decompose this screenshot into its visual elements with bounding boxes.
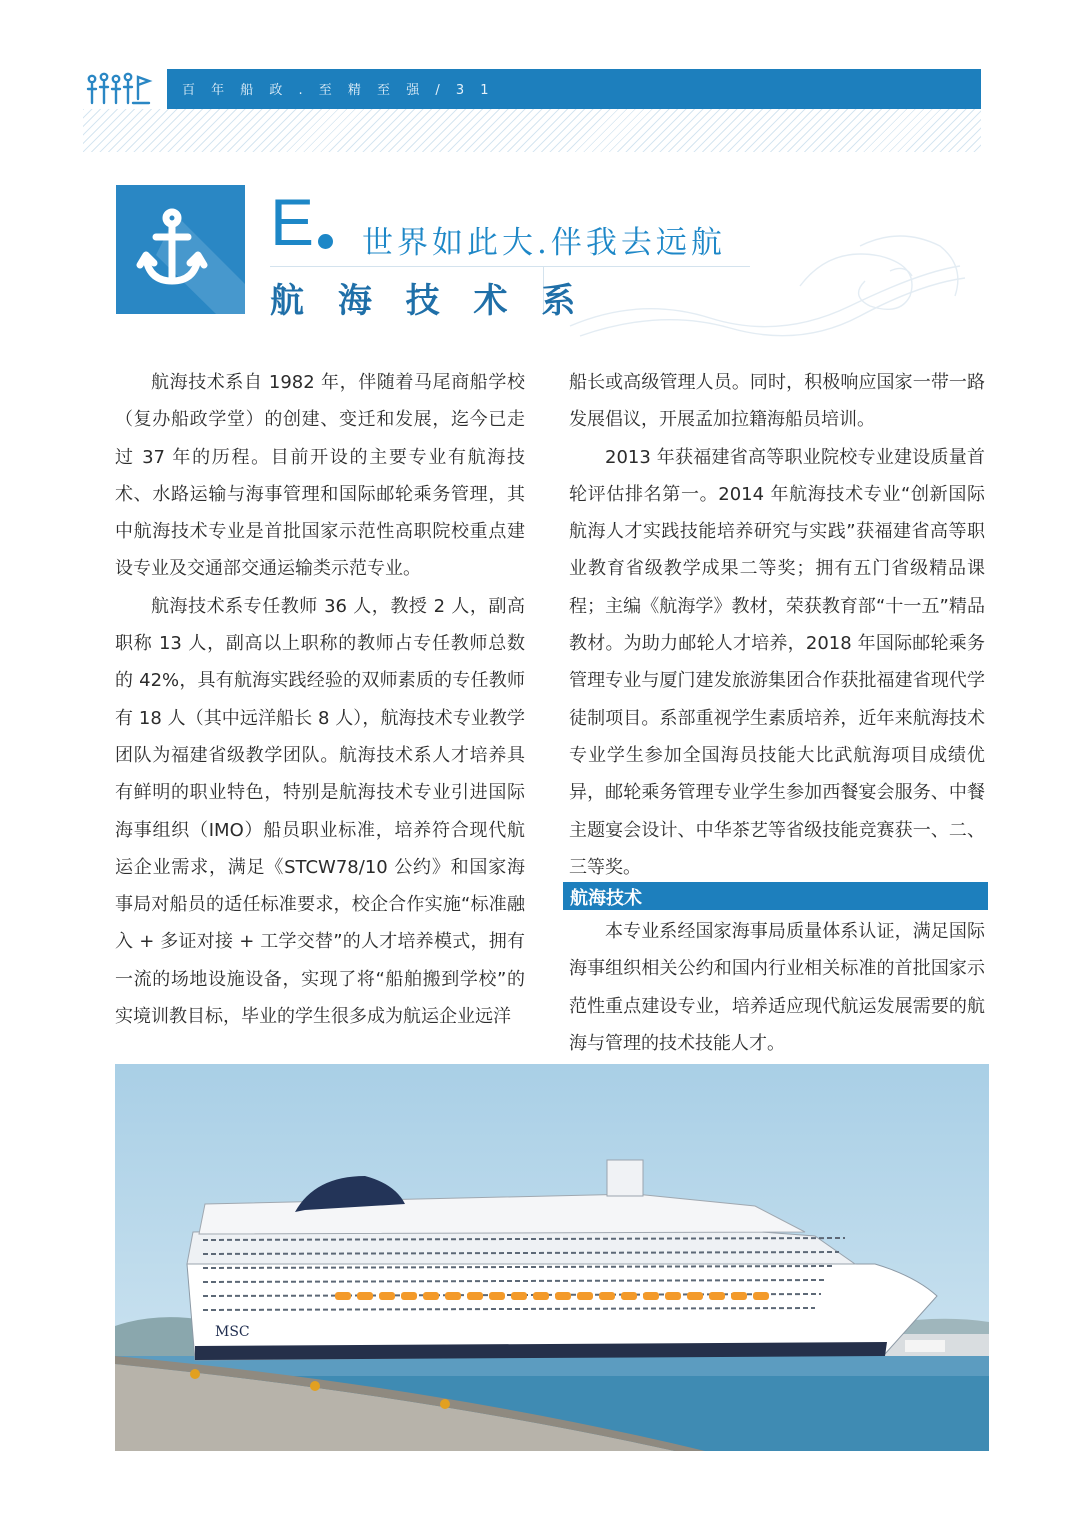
lifeboat [467, 1292, 483, 1300]
bollard [310, 1381, 320, 1391]
cruise-ship-photo [115, 1064, 989, 1451]
section-letter-dot [318, 234, 333, 249]
lifeboat [687, 1292, 703, 1300]
lifeboat [665, 1292, 681, 1300]
section-letter: E [270, 185, 315, 259]
subheading-nautical-technology: 航海技术 [570, 888, 642, 909]
lifeboat [753, 1292, 769, 1300]
lifeboat [423, 1292, 439, 1300]
lifeboat [533, 1292, 549, 1300]
lifeboat [357, 1292, 373, 1300]
lifeboat [577, 1292, 593, 1300]
lifeboat [731, 1292, 747, 1300]
paragraph-continued: 船长或高级管理人员。同时，积极响应国家一带一路发展倡议，开展孟加拉籍海船员培训。 [569, 372, 985, 431]
bollard [440, 1399, 450, 1409]
header-hatch-pattern [83, 109, 981, 152]
section-subtitle: 世界如此大.伴我去远航 [362, 225, 726, 261]
running-head: 百 年 船 政 . 至 精 至 强 / 3 1 [182, 83, 495, 98]
section-icon-box [116, 185, 245, 314]
lifeboat [379, 1292, 395, 1300]
wave-ornament-icon [560, 226, 970, 346]
paragraph-history: 航海技术系自 1982 年，伴随着马尾商船学校（复办船政学堂）的创建、变迁和发展，迄今已走过 37 年的历程。目前开设的主要专业有航海技术、水路运输与海事管理和国际邮轮乘务管理，其中航海技术专业是首批国家示范性高职院校重点建设专业及交通部交通运输类示范专业。 [115, 372, 525, 580]
lifeboat [489, 1292, 505, 1300]
left-text-column [115, 364, 525, 1035]
bollard [190, 1369, 200, 1379]
lifeboat [643, 1292, 659, 1300]
paragraph-faculty: 航海技术系专任教师 36 人，教授 2 人，副高职称 13 人，副高以上职称的教师占专任教师总数的 42%，具有航海实践经验的双师素质的专任教师有 18 人（其中远洋船长 8 人），航海技术专业教学团队为福建省级教学团队。航海技术系人才培养具有鲜明的职业特色，特别是航海技术专业引进国际海事组织（IMO）船员职业标准，培养符合现代航运企业需求，满足《STCW78/10 公约》和国家海事局对船员的适任标准要求，校企合作实施“标准融入 + 多证对接 + 工学交替”的人才培养模式，拥有一流的场地设施设备，实现了将“船舶搬到学校”的实境训教目标，毕业的学生很多成为航运企业远洋 [115, 595, 525, 1028]
department-name: 航 海 技 术 系 [270, 281, 587, 321]
paragraph-program-intro: 本专业系经国家海事局质量体系认证，满足国际海事组织相关公约和国内行业相关标准的首批国家示范性重点建设专业，培养适应现代航运发展需要的航海与管理的技术技能人才。 [569, 921, 985, 1054]
lifeboat [335, 1292, 351, 1300]
lifeboat [709, 1292, 725, 1300]
lifeboat [555, 1292, 571, 1300]
right-text-column [569, 364, 985, 886]
bus [905, 1340, 945, 1352]
school-logo-icon [83, 69, 167, 109]
subheading-bar [563, 882, 988, 910]
lifeboat [599, 1292, 615, 1300]
lifeboat [445, 1292, 461, 1300]
lifeboat [511, 1292, 527, 1300]
lifeboat [621, 1292, 637, 1300]
ship-hull-logo: MSC [215, 1324, 250, 1340]
ship-mast [607, 1160, 643, 1196]
lifeboat [401, 1292, 417, 1300]
paragraph-achievements: 2013 年获福建省高等职业院校专业建设质量首轮评估排名第一。2014 年航海技术专业“创新国际航海人才实践技能培养研究与实践”获福建省高等职业教育省级教学成果二等奖；拥有五门省级精品课程；主编《航海学》教材，荣获教育部“十一五”精品教材。为助力邮轮人才培养，2018 年国际邮轮乘务管理专业与厦门建发旅游集团合作获批福建省现代学徒制项目。系部重视学生素质培养，近年来航海技术专业学生参加全国海员技能大比武航海项目成绩优异，邮轮乘务管理专业学生参加西餐宴会服务、中餐主题宴会设计、中华茶艺等省级技能竞赛获一、二、三等奖。 [569, 446, 985, 878]
right-text-column-lower [569, 913, 985, 1062]
